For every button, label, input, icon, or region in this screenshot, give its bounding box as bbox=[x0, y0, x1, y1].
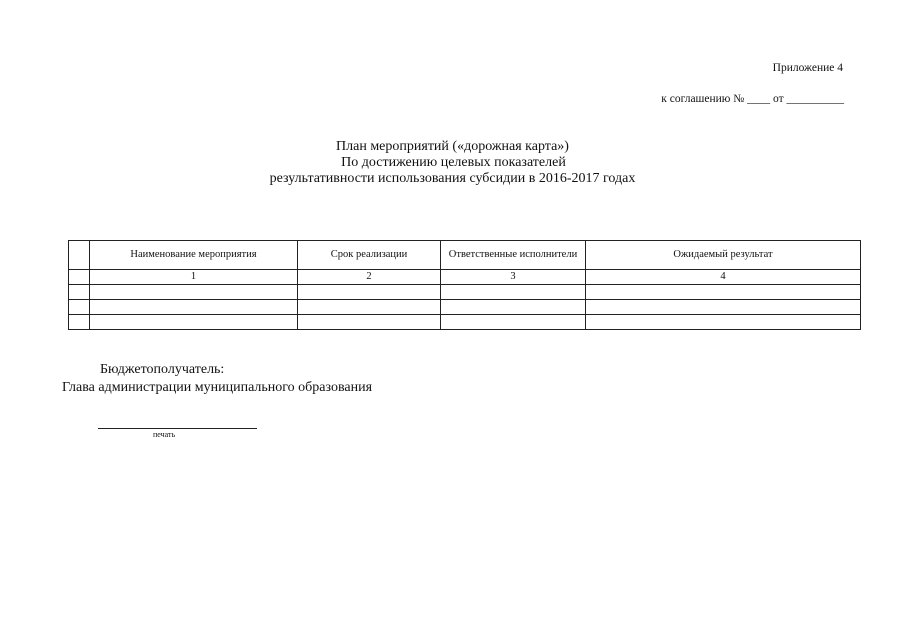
appendix-label: Приложение 4 bbox=[772, 62, 843, 74]
table-cell bbox=[441, 315, 586, 330]
table-cell bbox=[586, 300, 861, 315]
title-line-3: результативности использования субсидии в 2016-2017 годах bbox=[269, 171, 636, 186]
number-cell bbox=[69, 270, 90, 285]
table-cell bbox=[586, 285, 861, 300]
table-row bbox=[69, 300, 861, 315]
table-cell bbox=[298, 285, 441, 300]
table-cell bbox=[69, 300, 90, 315]
col-header-result: Ожидаемый результат bbox=[586, 241, 861, 270]
table-header-row bbox=[69, 241, 861, 270]
agreement-reference: к соглашению № ____ от __________ bbox=[661, 93, 844, 105]
document-title bbox=[0, 139, 905, 187]
number-cell: 4 bbox=[586, 270, 861, 285]
head-of-administration-label: Глава администрации муниципального образования bbox=[62, 380, 373, 395]
title-line-1: План мероприятий («дорожная карта») bbox=[336, 139, 569, 154]
number-cell: 3 bbox=[441, 270, 586, 285]
budget-recipient-label: Бюджетополучатель: bbox=[100, 362, 225, 377]
table-number-row bbox=[69, 270, 861, 285]
col-header-activity: Наименование мероприятия bbox=[90, 241, 298, 270]
col-header-index bbox=[69, 241, 90, 270]
number-cell: 2 bbox=[298, 270, 441, 285]
number-cell: 1 bbox=[90, 270, 298, 285]
table-row bbox=[69, 315, 861, 330]
roadmap-table bbox=[68, 240, 861, 330]
title-line-2: По достижению целевых показателей bbox=[341, 155, 566, 170]
table-cell bbox=[69, 285, 90, 300]
table-cell bbox=[90, 285, 298, 300]
table-cell bbox=[90, 315, 298, 330]
table-cell bbox=[90, 300, 298, 315]
table-cell bbox=[69, 315, 90, 330]
col-header-deadline: Срок реализации bbox=[298, 241, 441, 270]
signature-line bbox=[98, 428, 257, 429]
table-cell bbox=[298, 300, 441, 315]
col-header-responsible: Ответственные исполнители bbox=[441, 241, 586, 270]
stamp-label: печать bbox=[153, 430, 176, 439]
table-cell bbox=[586, 315, 861, 330]
table-cell bbox=[441, 285, 586, 300]
table-cell bbox=[298, 315, 441, 330]
table-cell bbox=[441, 300, 586, 315]
table-row bbox=[69, 285, 861, 300]
